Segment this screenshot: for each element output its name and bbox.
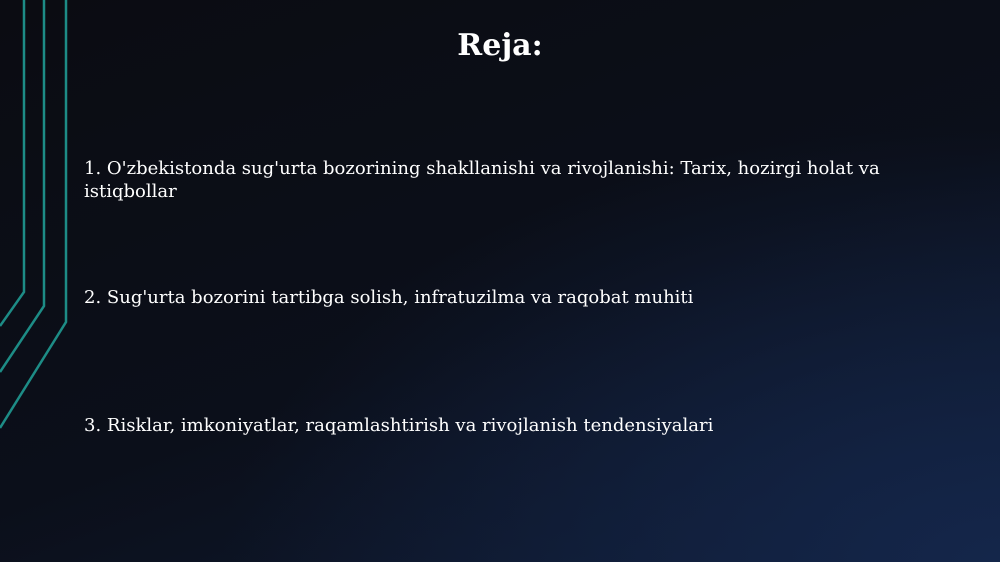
slide-title: Reja: — [457, 28, 543, 63]
plan-item-1: 1. O'zbekistonda sug'urta bozorining shakllanishi va rivojlanishi: Tarix, hozirgi holat va istiqbollar — [84, 158, 880, 202]
plan-item-2: 2. Sug'urta bozorini tartibga solish, infratuzilma va raqobat muhiti — [84, 287, 694, 308]
decorative-lines — [0, 0, 80, 562]
plan-item-3: 3. Risklar, imkoniyatlar, raqamlashtirish va rivojlanish tendensiyalari — [84, 415, 714, 436]
